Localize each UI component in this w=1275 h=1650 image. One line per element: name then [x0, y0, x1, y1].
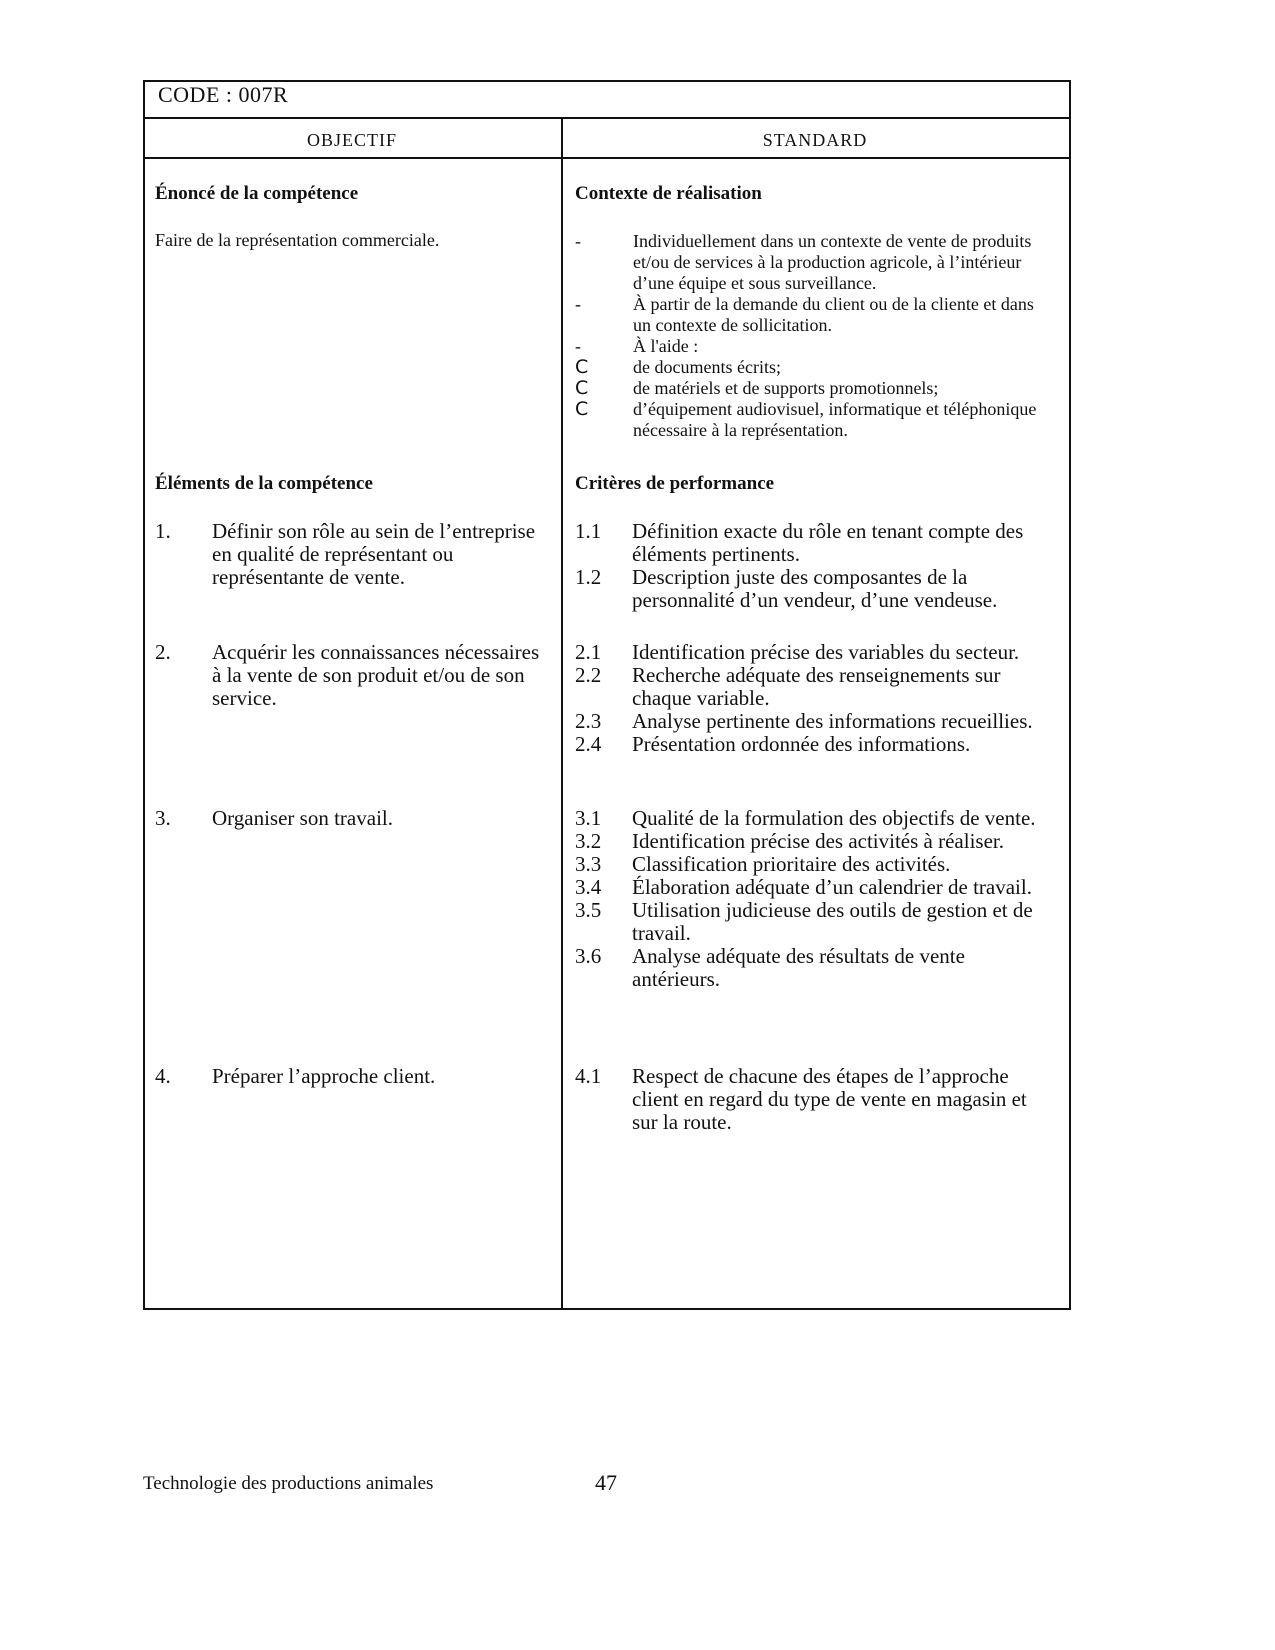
- item-marker: -: [575, 336, 581, 356]
- item-text: Classification prioritaire des activités.: [632, 852, 951, 876]
- enonce-heading: Énoncé de la compétence: [155, 183, 359, 204]
- item-marker: 3.6: [575, 944, 602, 968]
- list-item: [575, 710, 1055, 733]
- divider: [143, 157, 1069, 159]
- item-text: Qualité de la formulation des objectifs de vente.: [632, 806, 1036, 830]
- item-marker: -: [575, 294, 581, 314]
- item-text: Utilisation judicieuse des outils de gestion et de travail.: [632, 898, 1033, 945]
- list-item: [575, 876, 1055, 899]
- item-text: Analyse pertinente des informations recueillies.: [632, 709, 1033, 733]
- element-2: [155, 641, 545, 710]
- contexte-heading: Contexte de réalisation: [575, 183, 762, 204]
- list-item: [575, 231, 1055, 294]
- item-marker: 4.1: [575, 1064, 602, 1088]
- item-marker: 3.2: [575, 829, 602, 853]
- item-text: Respect de chacune des étapes de l’approche client en regard du type de vente en magasin et sur la route.: [632, 1064, 1027, 1134]
- item-text: Élaboration adéquate d’un calendrier de travail.: [632, 875, 1032, 899]
- item-text: Identification précise des activités à réaliser.: [632, 829, 1005, 853]
- list-item: [575, 294, 1055, 336]
- list-item: [575, 336, 1055, 357]
- competency-code: CODE : 007R: [158, 82, 289, 107]
- element-1: [155, 520, 545, 589]
- element-4: [155, 1065, 545, 1088]
- item-text: d’équipement audiovisuel, informatique et téléphonique nécessaire à la représentation.: [633, 399, 1037, 440]
- item-text: Préparer l’approche client.: [212, 1064, 436, 1088]
- item-text: de matériels et de supports promotionnels;: [633, 378, 939, 398]
- list-item: [575, 830, 1055, 853]
- column-header-standard: STANDARD: [762, 130, 868, 150]
- item-text: de documents écrits;: [633, 357, 781, 377]
- list-item: [575, 664, 1055, 710]
- list-item: [575, 1065, 1055, 1134]
- list-item: [575, 399, 1055, 441]
- item-marker: 2.4: [575, 732, 602, 756]
- item-marker: 3.1: [575, 806, 602, 830]
- criteria-3: [575, 807, 1055, 991]
- enonce-text: Faire de la représentation commerciale.: [155, 230, 440, 250]
- item-marker: C: [575, 356, 589, 378]
- list-item: [575, 520, 1055, 566]
- list-item: [575, 807, 1055, 830]
- list-item: [575, 899, 1055, 945]
- item-marker: 3.5: [575, 898, 602, 922]
- list-item: [575, 641, 1055, 664]
- item-text: À l'aide :: [633, 336, 699, 356]
- item-marker: 3.3: [575, 852, 602, 876]
- item-text: Définition exacte du rôle en tenant compte des éléments pertinents.: [632, 519, 1024, 566]
- list-item: [575, 733, 1055, 756]
- item-marker: 1.1: [575, 519, 602, 543]
- item-text: Présentation ordonnée des informations.: [632, 732, 971, 756]
- list-item: [575, 566, 1055, 612]
- footer-title: Technologie des productions animales: [143, 1473, 434, 1494]
- item-marker: 2.1: [575, 640, 602, 664]
- item-text: Acquérir les connaissances nécessaires à la vente de son produit et/ou de son service.: [212, 640, 540, 710]
- item-marker: 1.: [155, 519, 171, 543]
- criteria-4: [575, 1065, 1055, 1134]
- item-text: Organiser son travail.: [212, 806, 393, 830]
- item-marker: 2.: [155, 640, 171, 664]
- page-number: 47: [595, 1470, 617, 1495]
- item-marker: -: [575, 231, 581, 251]
- list-item: [155, 641, 545, 710]
- list-item: [155, 520, 545, 589]
- contexte-list: [575, 231, 1055, 441]
- criteres-heading: Critères de performance: [575, 473, 775, 494]
- list-item: [575, 357, 1055, 378]
- column-divider: [561, 118, 563, 1308]
- item-marker: 4.: [155, 1064, 171, 1088]
- list-item: [155, 1065, 545, 1088]
- item-text: Définir son rôle au sein de l’entreprise en qualité de représentant ou représentante de vente.: [212, 519, 536, 589]
- item-marker: C: [575, 377, 589, 399]
- item-marker: 3.: [155, 806, 171, 830]
- item-text: Recherche adéquate des renseignements sur chaque variable.: [632, 663, 1001, 710]
- item-text: Analyse adéquate des résultats de vente antérieurs.: [632, 944, 965, 991]
- item-text: À partir de la demande du client ou de la cliente et dans un contexte de sollicitation.: [633, 294, 1034, 335]
- item-marker: 2.3: [575, 709, 602, 733]
- item-marker: 1.2: [575, 565, 602, 589]
- criteria-2: [575, 641, 1055, 756]
- list-item: [575, 378, 1055, 399]
- element-3: [155, 807, 545, 830]
- item-marker: 3.4: [575, 875, 602, 899]
- list-item: [155, 807, 545, 830]
- item-text: Individuellement dans un contexte de vente de produits et/ou de services à la production agricole, à l’intérieur d’une équipe et sous surveillance.: [633, 231, 1032, 293]
- item-marker: C: [575, 398, 589, 420]
- list-item: [575, 853, 1055, 876]
- list-item: [575, 945, 1055, 991]
- item-text: Identification précise des variables du secteur.: [632, 640, 1020, 664]
- divider: [143, 117, 1069, 119]
- column-header-objectif: OBJECTIF: [306, 130, 397, 150]
- criteria-1: [575, 520, 1055, 612]
- elements-heading: Éléments de la compétence: [155, 473, 373, 494]
- item-marker: 2.2: [575, 663, 602, 687]
- item-text: Description juste des composantes de la personnalité d’un vendeur, d’une vendeuse.: [632, 565, 998, 612]
